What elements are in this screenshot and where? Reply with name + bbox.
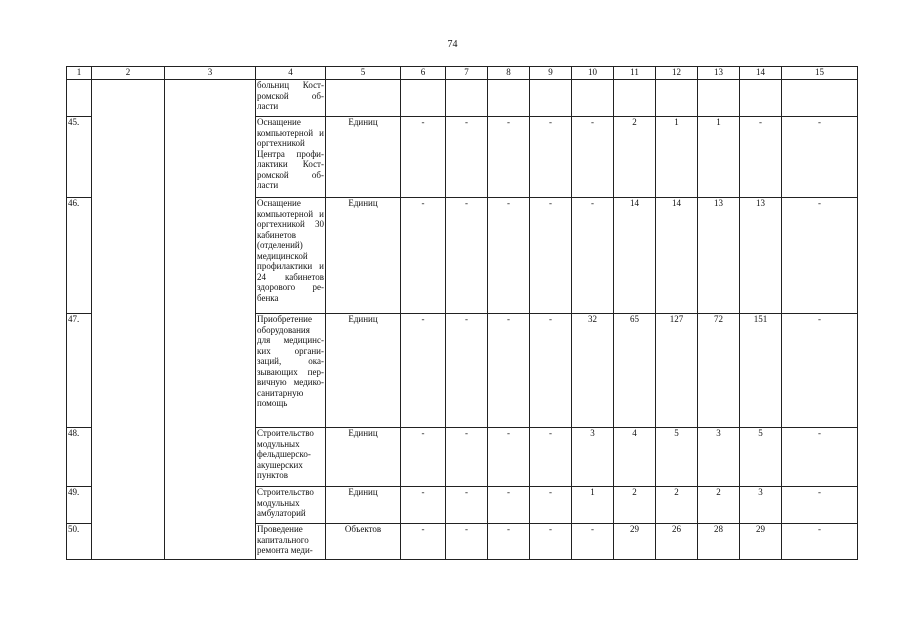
value-cell: - xyxy=(572,524,614,560)
header-cell: 10 xyxy=(572,67,614,80)
value-cell: 5 xyxy=(740,428,782,487)
value-cell xyxy=(572,80,614,117)
activity-name: Оснащение компьютерной и оргтехникой Центра профи-лактики Кост-ромской об-ласти xyxy=(256,117,326,198)
column-2-cell xyxy=(92,80,165,560)
unit-cell xyxy=(326,80,401,117)
value-cell: 65 xyxy=(614,314,656,428)
value-cell: 2 xyxy=(614,117,656,198)
value-cell: - xyxy=(446,314,488,428)
value-cell: 29 xyxy=(614,524,656,560)
header-cell: 11 xyxy=(614,67,656,80)
header-cell: 1 xyxy=(67,67,92,80)
value-cell: - xyxy=(572,198,614,314)
row-number: 50. xyxy=(67,524,92,560)
header-cell: 15 xyxy=(782,67,858,80)
activity-name: Строительство модульных амбулаторий xyxy=(256,487,326,524)
value-cell: - xyxy=(530,198,572,314)
value-cell: - xyxy=(572,117,614,198)
header-cell: 13 xyxy=(698,67,740,80)
value-cell: - xyxy=(401,198,446,314)
unit-cell: Единиц xyxy=(326,428,401,487)
header-cell: 5 xyxy=(326,67,401,80)
value-cell: 1 xyxy=(572,487,614,524)
value-cell: - xyxy=(488,487,530,524)
activity-name: Проведение капитального ремонта меди- xyxy=(256,524,326,560)
value-cell xyxy=(782,80,858,117)
value-cell: 1 xyxy=(656,117,698,198)
header-cell: 8 xyxy=(488,67,530,80)
value-cell: - xyxy=(446,428,488,487)
value-cell xyxy=(446,80,488,117)
value-cell: 29 xyxy=(740,524,782,560)
table-row xyxy=(67,80,858,117)
header-cell: 7 xyxy=(446,67,488,80)
value-cell: - xyxy=(782,314,858,428)
header-cell: 3 xyxy=(165,67,256,80)
value-cell: - xyxy=(488,428,530,487)
value-cell: 5 xyxy=(656,428,698,487)
value-cell: 1 xyxy=(698,117,740,198)
value-cell: - xyxy=(488,314,530,428)
activity-name: Строительство модульных фельдшерско-акушерских пунктов xyxy=(256,428,326,487)
value-cell: - xyxy=(782,198,858,314)
value-cell: - xyxy=(401,314,446,428)
page-number: 74 xyxy=(447,39,458,50)
header-cell: 14 xyxy=(740,67,782,80)
value-cell: 3 xyxy=(572,428,614,487)
header-cell: 12 xyxy=(656,67,698,80)
value-cell: - xyxy=(782,428,858,487)
value-cell: 2 xyxy=(614,487,656,524)
row-number: 46. xyxy=(67,198,92,314)
value-cell: - xyxy=(446,198,488,314)
column-3-cell xyxy=(165,80,256,560)
value-cell: 127 xyxy=(656,314,698,428)
value-cell: 4 xyxy=(614,428,656,487)
value-cell xyxy=(488,80,530,117)
value-cell: 13 xyxy=(698,198,740,314)
value-cell: - xyxy=(782,487,858,524)
row-number: 48. xyxy=(67,428,92,487)
header-cell: 6 xyxy=(401,67,446,80)
value-cell: - xyxy=(530,314,572,428)
row-number xyxy=(67,80,92,117)
value-cell: 3 xyxy=(698,428,740,487)
unit-cell: Единиц xyxy=(326,198,401,314)
value-cell: - xyxy=(401,524,446,560)
value-cell: 2 xyxy=(698,487,740,524)
value-cell: 72 xyxy=(698,314,740,428)
row-number: 47. xyxy=(67,314,92,428)
value-cell xyxy=(614,80,656,117)
header-cell: 2 xyxy=(92,67,165,80)
value-cell: - xyxy=(446,117,488,198)
activity-name: Приобретение оборудования для медицинс-ких органи-заций, ока-зывающих пер-вичную медико-санитарную помощь xyxy=(256,314,326,428)
value-cell xyxy=(740,80,782,117)
activity-name: Оснащение компьютерной и оргтехникой 30 кабинетов (отделений) медицинской профилактики и 24 кабинетов здорового ре-бенка xyxy=(256,198,326,314)
unit-cell: Единиц xyxy=(326,117,401,198)
value-cell: - xyxy=(782,524,858,560)
value-cell: 13 xyxy=(740,198,782,314)
value-cell: 2 xyxy=(656,487,698,524)
value-cell: - xyxy=(488,524,530,560)
header-cell: 9 xyxy=(530,67,572,80)
value-cell: 32 xyxy=(572,314,614,428)
value-cell: - xyxy=(782,117,858,198)
value-cell: - xyxy=(488,117,530,198)
header-row xyxy=(67,67,858,80)
value-cell: 151 xyxy=(740,314,782,428)
value-cell: 3 xyxy=(740,487,782,524)
header-cell: 4 xyxy=(256,67,326,80)
value-cell xyxy=(530,80,572,117)
value-cell: 14 xyxy=(614,198,656,314)
value-cell: - xyxy=(530,117,572,198)
unit-cell: Единиц xyxy=(326,314,401,428)
value-cell: - xyxy=(446,524,488,560)
value-cell: - xyxy=(446,487,488,524)
value-cell xyxy=(698,80,740,117)
row-number: 45. xyxy=(67,117,92,198)
value-cell: - xyxy=(740,117,782,198)
value-cell xyxy=(656,80,698,117)
value-cell: - xyxy=(530,428,572,487)
activity-name: больниц Кост-ромской об-ласти xyxy=(256,80,326,117)
row-number: 49. xyxy=(67,487,92,524)
value-cell: 14 xyxy=(656,198,698,314)
unit-cell: Единиц xyxy=(326,487,401,524)
value-cell: - xyxy=(401,117,446,198)
value-cell: 26 xyxy=(656,524,698,560)
unit-cell: Объектов xyxy=(326,524,401,560)
value-cell: - xyxy=(401,428,446,487)
value-cell: 28 xyxy=(698,524,740,560)
program-table xyxy=(66,66,858,560)
value-cell xyxy=(401,80,446,117)
value-cell: - xyxy=(530,487,572,524)
value-cell: - xyxy=(488,198,530,314)
value-cell: - xyxy=(530,524,572,560)
value-cell: - xyxy=(401,487,446,524)
